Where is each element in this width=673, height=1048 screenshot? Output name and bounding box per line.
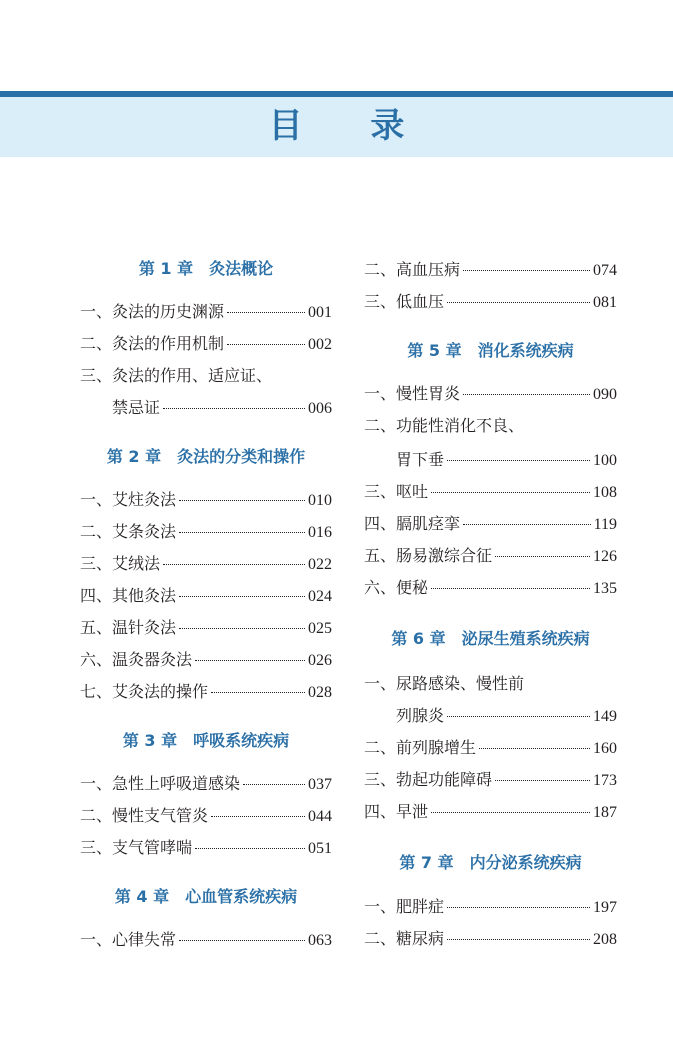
- dot-leader: [495, 556, 590, 557]
- toc-entry[interactable]: [364, 480, 617, 504]
- toc-entry-page: 016: [308, 524, 332, 541]
- toc-entry-page: 135: [593, 580, 617, 597]
- toc-entry-page: 197: [593, 899, 617, 916]
- dot-leader: [447, 716, 590, 717]
- toc-entry[interactable]: [80, 616, 332, 640]
- toc-entry-page: 126: [593, 548, 617, 565]
- dot-leader: [243, 784, 305, 785]
- toc-entry-page: 074: [593, 262, 617, 279]
- toc-entry[interactable]: [80, 836, 332, 860]
- dot-leader: [431, 492, 590, 493]
- toc-entry[interactable]: [80, 552, 332, 576]
- toc-entry-label: 二、前列腺增生: [364, 738, 477, 757]
- dot-leader: [479, 748, 590, 749]
- toc-entry-page: 173: [593, 772, 617, 789]
- toc-entry-label: 禁忌证: [112, 398, 161, 417]
- toc-entry-label: 胃下垂: [396, 450, 445, 469]
- chapter-3-heading: 第 3 章 呼吸系统疾病: [122, 731, 290, 750]
- toc-entry-label: 列腺炎: [396, 706, 445, 725]
- dot-leader: [179, 628, 305, 629]
- chapter-6-heading: 第 6 章 泌尿生殖系统疾病: [391, 629, 590, 648]
- dot-leader: [163, 564, 305, 565]
- toc-entry-label: 五、肠易激综合征: [364, 546, 493, 565]
- toc-entry-label: 二、糖尿病: [364, 929, 445, 948]
- toc-entry-page: 081: [593, 294, 617, 311]
- toc-entry-label: 三、艾绒法: [80, 554, 161, 573]
- toc-entry-page: 001: [308, 304, 332, 321]
- toc-entry[interactable]: [80, 364, 332, 388]
- toc-entry[interactable]: [80, 648, 332, 672]
- toc-entry[interactable]: [364, 512, 617, 536]
- toc-entry-label: 二、高血压病: [364, 260, 461, 279]
- toc-entry-label: 三、勃起功能障碍: [364, 770, 493, 789]
- dot-leader: [463, 524, 591, 525]
- toc-entry[interactable]: [364, 290, 617, 314]
- dot-leader: [227, 344, 305, 345]
- toc-entry-label: 一、心律失常: [80, 930, 177, 949]
- chapter-4-heading: 第 4 章 心血管系统疾病: [114, 887, 298, 906]
- dot-leader: [447, 939, 590, 940]
- toc-entry[interactable]: [364, 927, 617, 951]
- toc-entry[interactable]: [80, 772, 332, 796]
- toc-entry-label: 一、灸法的历史渊源: [80, 302, 225, 321]
- dot-leader: [179, 532, 305, 533]
- toc-entry-continued[interactable]: [364, 448, 617, 472]
- toc-entry-page: 002: [308, 336, 332, 353]
- dot-leader: [463, 270, 590, 271]
- toc-entry-page: 187: [593, 804, 617, 821]
- toc-entry-page: 028: [308, 684, 332, 701]
- toc-entry[interactable]: [80, 332, 332, 356]
- dot-leader: [179, 940, 305, 941]
- dot-leader: [447, 302, 590, 303]
- toc-entry-label: 一、尿路感染、慢性前: [364, 674, 525, 693]
- toc-entry-label: 四、早泄: [364, 802, 429, 821]
- dot-leader: [163, 408, 305, 409]
- toc-entry-page: 022: [308, 556, 332, 573]
- toc-entry-label: 三、灸法的作用、适应证、: [80, 366, 273, 385]
- toc-entry-page: 025: [308, 620, 332, 637]
- toc-entry-label: 五、温针灸法: [80, 618, 177, 637]
- toc-entry-continued[interactable]: [80, 396, 332, 420]
- toc-entry[interactable]: [364, 382, 617, 406]
- toc-entry-label: 二、灸法的作用机制: [80, 334, 225, 353]
- toc-entry-label: 二、艾条灸法: [80, 522, 177, 541]
- toc-entry-page: 119: [593, 516, 617, 533]
- toc-entry-label: 一、急性上呼吸道感染: [80, 774, 241, 793]
- toc-entry-label: 一、艾炷灸法: [80, 490, 177, 509]
- toc-entry-page: 208: [593, 931, 617, 948]
- toc-entry[interactable]: [80, 300, 332, 324]
- dot-leader: [179, 596, 305, 597]
- toc-entry-continued[interactable]: [364, 704, 617, 728]
- toc-entry-label: 一、肥胖症: [364, 897, 445, 916]
- dot-leader: [195, 660, 305, 661]
- toc-entry[interactable]: [80, 584, 332, 608]
- chapter-5-heading: 第 5 章 消化系统疾病: [407, 341, 574, 360]
- toc-entry[interactable]: [364, 414, 617, 438]
- toc-entry-page: 006: [308, 400, 332, 417]
- toc-entry-page: 160: [593, 740, 617, 757]
- toc-entry[interactable]: [80, 520, 332, 544]
- toc-entry-label: 六、便秘: [364, 578, 429, 597]
- toc-entry-label: 六、温灸器灸法: [80, 650, 193, 669]
- toc-entry-label: 二、慢性支气管炎: [80, 806, 209, 825]
- toc-entry-label: 二、功能性消化不良、: [364, 416, 525, 435]
- dot-leader: [463, 394, 590, 395]
- toc-entry-label: 三、支气管哮喘: [80, 838, 193, 857]
- toc-entry[interactable]: [364, 800, 617, 824]
- toc-entry[interactable]: [364, 672, 617, 696]
- toc-entry[interactable]: [364, 258, 617, 282]
- toc-entry-page: 149: [593, 708, 617, 725]
- toc-entry[interactable]: [80, 488, 332, 512]
- toc-entry-label: 三、呕吐: [364, 482, 429, 501]
- toc-entry-label: 三、低血压: [364, 292, 445, 311]
- chapter-7-heading: 第 7 章 内分泌系统疾病: [399, 853, 582, 872]
- toc-entry-label: 一、慢性胃炎: [364, 384, 461, 403]
- toc-entry[interactable]: [364, 895, 617, 919]
- toc-entry-page: 010: [308, 492, 332, 509]
- toc-entry-page: 090: [593, 386, 617, 403]
- dot-leader: [447, 460, 590, 461]
- dot-leader: [211, 816, 305, 817]
- dot-leader: [227, 312, 305, 313]
- toc-entry-label: 四、其他灸法: [80, 586, 177, 605]
- toc-entry-page: 100: [593, 452, 617, 469]
- dot-leader: [431, 812, 590, 813]
- chapter-2-heading: 第 2 章 灸法的分类和操作: [106, 447, 306, 466]
- toc-entry-page: 051: [308, 840, 332, 857]
- toc-entry-page: 108: [593, 484, 617, 501]
- toc-entry[interactable]: [80, 804, 332, 828]
- toc-entry[interactable]: [364, 576, 617, 600]
- toc-entry-page: 024: [308, 588, 332, 605]
- toc-entry[interactable]: [80, 680, 332, 704]
- toc-entry[interactable]: [364, 544, 617, 568]
- dot-leader: [195, 848, 305, 849]
- dot-leader: [211, 692, 305, 693]
- dot-leader: [447, 907, 590, 908]
- toc-entry[interactable]: [364, 736, 617, 760]
- toc-entry-page: 037: [308, 776, 332, 793]
- toc-entry[interactable]: [80, 928, 332, 952]
- toc-entry-page: 044: [308, 808, 332, 825]
- toc-entry-label: 四、膈肌痉挛: [364, 514, 461, 533]
- toc-entry-page: 063: [308, 932, 332, 949]
- page-title: 目 录: [268, 106, 433, 146]
- dot-leader: [431, 588, 590, 589]
- dot-leader: [179, 500, 305, 501]
- toc-entry[interactable]: [364, 768, 617, 792]
- dot-leader: [495, 780, 590, 781]
- toc-entry-page: 026: [308, 652, 332, 669]
- chapter-1-heading: 第 1 章 灸法概论: [138, 259, 274, 278]
- toc-entry-label: 七、艾灸法的操作: [80, 682, 209, 701]
